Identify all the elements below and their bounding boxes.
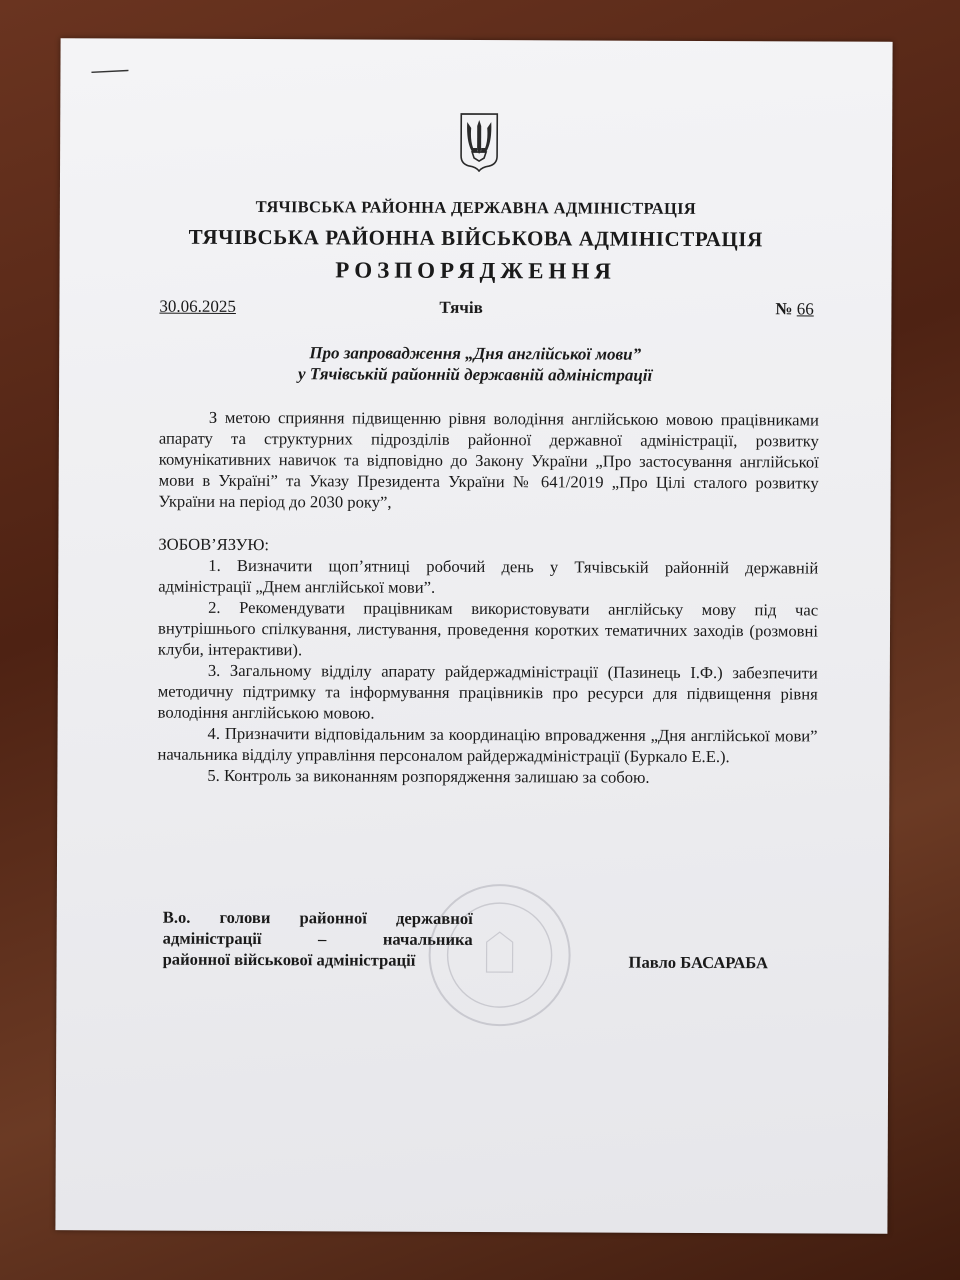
document-type-title: РОЗПОРЯДЖЕННЯ [335,257,616,284]
document-number-prefix: № [775,299,797,319]
header-rva-title: ТЯЧІВСЬКА РАЙОННА ВІЙСЬКОВА АДМІНІСТРАЦІЯ [188,224,763,252]
list-item: 4. Призначити відповідальним за координацію впровадження „Дня англійської мови” начальника відділу управління персоналом райдержадміністрації (Буркало Е.Е.). [157,723,818,767]
subject-line-1: Про запровадження „Дня англійської мови” [309,343,642,364]
directive-heading: ЗОБОВ’ЯЗУЮ: [158,534,270,555]
list-item: 3. Загальному відділу апарату райдержадміністрації (Пазинець І.Ф.) забезпечити методичну підтримку та інформування працівників про ресурси для підвищення рівня володіння англійською мовою. [157,660,818,723]
ukraine-trident-icon [458,112,500,172]
signature-title [163,907,473,971]
signature-title-line: районної військової адміністрації [162,949,416,970]
document-number-value: 66 [796,299,814,319]
list-item: 5. Контроль за виконанням розпорядження залишаю за собою. [207,765,650,787]
document-city: Тячів [439,297,483,318]
pen-mark [90,68,130,74]
header-rda-title: ТЯЧІВСЬКА РАЙОННА ДЕРЖАВНА АДМІНІСТРАЦІЯ [255,197,697,218]
document-page [55,38,892,1234]
list-item: 1. Визначити щоп’ятниці робочий день у Тячівській районній державній адміністрації „Днем англійської мови”. [158,555,819,597]
subject-line-2: у Тячівській районній державній адміністрації [297,364,653,385]
document-subject [59,341,891,387]
document-number [775,299,813,319]
signer-name: Павло БАСАРАБА [628,952,769,973]
document-body [157,407,819,789]
list-item: 2. Рекомендувати працівникам використовувати англійську мову під час внутрішнього спілкування, листування, проведення коротких тематичних заходів (розмовні клуби, інтерактиви). [157,597,819,660]
signature-title-line: В.о. голови районної державної [162,907,473,928]
preamble-paragraph: З метою сприяння підвищенню рівня володіння англійською мовою працівниками апарату та структурних підрозділів районної державної адміністрації, розвитку комунікативних навичок та відповідно до Закону України „Про застосування англійської мови в Україні” та Указу Президента України № 641/2019 „Про Цілі сталого розвитку України на період до 2030 року”, [158,407,819,512]
signature-title-line: адміністрації – начальника [162,928,473,949]
document-date: 30.06.2025 [159,296,236,316]
